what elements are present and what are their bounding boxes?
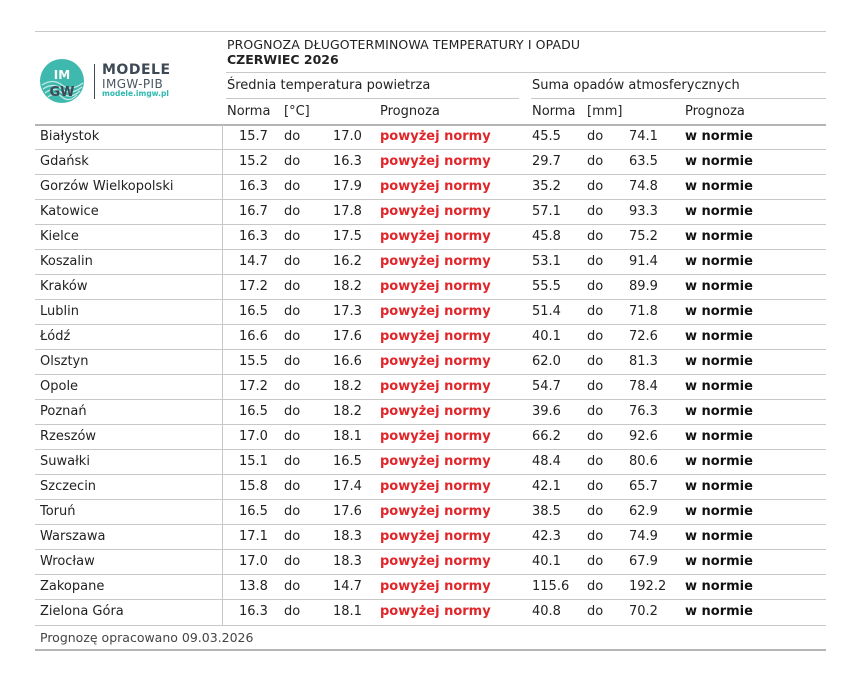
precip-range-sep: do [587,404,604,419]
temp-forecast: powyżej normy [380,604,491,619]
temp-norm-low: 14.7 [239,254,268,269]
city-name: Białystok [40,129,100,144]
col-temp-forecast: Prognoza [380,104,440,119]
col-precip-forecast: Prognoza [685,104,745,119]
header-rule-1 [226,72,826,73]
temp-range-sep: do [284,454,301,469]
col-temp-unit: [°C] [284,104,310,119]
temp-range-sep: do [284,154,301,169]
temp-norm-high: 18.1 [333,429,362,444]
precip-norm-high: 80.6 [629,454,658,469]
temp-norm-high: 17.6 [333,329,362,344]
precip-norm-low: 55.5 [532,279,561,294]
precip-forecast: w normie [685,579,753,594]
temp-forecast: powyżej normy [380,129,491,144]
temp-forecast: powyżej normy [380,204,491,219]
temp-range-sep: do [284,429,301,444]
precip-norm-low: 35.2 [532,179,561,194]
precip-forecast: w normie [685,229,753,244]
temp-range-sep: do [284,179,301,194]
precip-forecast: w normie [685,129,753,144]
precip-forecast: w normie [685,254,753,269]
precip-norm-high: 72.6 [629,329,658,344]
temp-range-sep: do [284,254,301,269]
precip-norm-low: 51.4 [532,304,561,319]
table-row [0,225,861,250]
col-precip-norm: Norma [532,104,576,119]
precip-forecast: w normie [685,379,753,394]
precip-range-sep: do [587,429,604,444]
temp-norm-low: 16.5 [239,404,268,419]
table-row [0,325,861,350]
temp-range-sep: do [284,529,301,544]
precip-norm-low: 66.2 [532,429,561,444]
logo-mark-top: IM [53,68,71,82]
precip-norm-high: 71.8 [629,304,658,319]
temp-forecast: powyżej normy [380,254,491,269]
precip-range-sep: do [587,254,604,269]
temp-forecast: powyżej normy [380,579,491,594]
city-name: Toruń [40,504,76,519]
temp-norm-high: 18.2 [333,404,362,419]
temp-norm-high: 17.5 [333,229,362,244]
city-name: Gorzów Wielkopolski [40,179,174,194]
precip-forecast: w normie [685,279,753,294]
temp-range-sep: do [284,379,301,394]
temp-norm-high: 16.5 [333,454,362,469]
precip-norm-high: 192.2 [629,579,667,594]
precip-norm-low: 29.7 [532,154,561,169]
header-rule-2b [531,98,826,99]
table-row [0,500,861,525]
city-name: Olsztyn [40,354,89,369]
top-rule [35,31,826,32]
imgw-logo [39,58,89,104]
temp-norm-high: 17.4 [333,479,362,494]
precip-norm-high: 74.1 [629,129,658,144]
city-name: Wrocław [40,554,95,569]
city-name: Szczecin [40,479,97,494]
city-name: Opole [40,379,79,394]
precip-forecast: w normie [685,554,753,569]
city-name: Koszalin [40,254,93,269]
temp-norm-high: 17.0 [333,129,362,144]
precip-norm-low: 40.8 [532,604,561,619]
logo-mark-bottom: GW [49,85,75,100]
precip-norm-low: 62.0 [532,354,561,369]
precip-norm-high: 78.4 [629,379,658,394]
temp-norm-low: 16.6 [239,329,268,344]
page-subtitle: CZERWIEC 2026 [227,52,339,67]
temp-forecast: powyżej normy [380,379,491,394]
table-row [0,425,861,450]
temp-norm-high: 16.2 [333,254,362,269]
temp-range-sep: do [284,404,301,419]
temp-range-sep: do [284,229,301,244]
section-temperature: Średnia temperatura powietrza [227,78,431,93]
precip-norm-high: 89.9 [629,279,658,294]
precip-forecast: w normie [685,479,753,494]
precip-forecast: w normie [685,404,753,419]
logo-url: modele.imgw.pl [102,89,169,98]
temp-forecast: powyżej normy [380,454,491,469]
precip-forecast: w normie [685,429,753,444]
city-name: Lublin [40,304,79,319]
temp-forecast: powyżej normy [380,229,491,244]
table-row [0,475,861,500]
temp-norm-high: 18.3 [333,554,362,569]
precip-norm-low: 48.4 [532,454,561,469]
precip-forecast: w normie [685,454,753,469]
col-temp-norm: Norma [227,104,271,119]
temp-range-sep: do [284,354,301,369]
city-name: Zakopane [40,579,105,594]
temp-norm-high: 18.2 [333,279,362,294]
precip-norm-high: 91.4 [629,254,658,269]
table-row [0,300,861,325]
temp-norm-low: 16.3 [239,179,268,194]
precip-norm-low: 45.8 [532,229,561,244]
temp-norm-low: 15.5 [239,354,268,369]
temp-forecast: powyżej normy [380,529,491,544]
col-precip-unit: [mm] [587,104,623,119]
temp-norm-low: 15.7 [239,129,268,144]
precip-range-sep: do [587,579,604,594]
precip-range-sep: do [587,204,604,219]
precip-norm-high: 81.3 [629,354,658,369]
temp-norm-low: 15.8 [239,479,268,494]
precip-range-sep: do [587,529,604,544]
precip-norm-low: 53.1 [532,254,561,269]
precip-norm-low: 57.1 [532,204,561,219]
city-name: Kielce [40,229,79,244]
city-name: Łódź [40,329,71,344]
temp-range-sep: do [284,579,301,594]
temp-range-sep: do [284,204,301,219]
table-row [0,200,861,225]
temp-norm-low: 16.3 [239,229,268,244]
precip-norm-high: 75.2 [629,229,658,244]
table-row [0,175,861,200]
precip-range-sep: do [587,179,604,194]
temp-norm-low: 16.5 [239,504,268,519]
precip-norm-low: 40.1 [532,329,561,344]
city-name: Rzeszów [40,429,97,444]
page-bottom-rule [35,649,826,651]
city-name: Warszawa [40,529,106,544]
temp-forecast: powyżej normy [380,479,491,494]
temp-range-sep: do [284,604,301,619]
temp-forecast: powyżej normy [380,354,491,369]
logo-org: IMGW-PIB [102,77,164,91]
precip-range-sep: do [587,354,604,369]
precip-forecast: w normie [685,504,753,519]
precip-forecast: w normie [685,604,753,619]
temp-norm-high: 17.3 [333,304,362,319]
table-row [0,450,861,475]
precip-forecast: w normie [685,329,753,344]
page-title: PROGNOZA DŁUGOTERMINOWA TEMPERATURY I OPADU [227,37,581,52]
temp-norm-high: 16.3 [333,154,362,169]
temp-forecast: powyżej normy [380,404,491,419]
temp-norm-low: 13.8 [239,579,268,594]
temp-range-sep: do [284,554,301,569]
precip-range-sep: do [587,229,604,244]
temp-norm-high: 18.1 [333,604,362,619]
temp-forecast: powyżej normy [380,279,491,294]
table-bottom-rule [35,625,826,626]
precip-norm-high: 93.3 [629,204,658,219]
city-name: Suwałki [40,454,90,469]
city-name: Katowice [40,204,99,219]
city-name: Zielona Góra [40,604,124,619]
precip-range-sep: do [587,379,604,394]
temp-norm-low: 16.7 [239,204,268,219]
table-row [0,275,861,300]
temp-forecast: powyżej normy [380,304,491,319]
precip-forecast: w normie [685,179,753,194]
precip-range-sep: do [587,604,604,619]
precip-norm-low: 115.6 [532,579,570,594]
imgw-logo-mark-icon [39,58,89,104]
table-row [0,250,861,275]
temp-forecast: powyżej normy [380,329,491,344]
footer-note: Prognozę opracowano 09.03.2026 [40,630,254,645]
temp-norm-low: 17.2 [239,279,268,294]
temp-forecast: powyżej normy [380,179,491,194]
temp-norm-high: 14.7 [333,579,362,594]
city-name: Poznań [40,404,87,419]
temp-norm-low: 17.0 [239,554,268,569]
table-row [0,525,861,550]
temp-norm-high: 17.8 [333,204,362,219]
precip-forecast: w normie [685,154,753,169]
temp-norm-low: 15.1 [239,454,268,469]
temp-norm-low: 17.0 [239,429,268,444]
temp-forecast: powyżej normy [380,154,491,169]
temp-range-sep: do [284,479,301,494]
precip-norm-low: 42.1 [532,479,561,494]
temp-norm-low: 17.2 [239,379,268,394]
precip-forecast: w normie [685,304,753,319]
city-name: Kraków [40,279,88,294]
precip-range-sep: do [587,329,604,344]
table-row [0,600,861,625]
temp-forecast: powyżej normy [380,554,491,569]
precip-norm-high: 65.7 [629,479,658,494]
precip-norm-low: 42.3 [532,529,561,544]
temp-forecast: powyżej normy [380,429,491,444]
temp-range-sep: do [284,304,301,319]
temp-norm-high: 17.6 [333,504,362,519]
table-row [0,150,861,175]
temp-forecast: powyżej normy [380,504,491,519]
temp-norm-low: 15.2 [239,154,268,169]
precip-norm-high: 92.6 [629,429,658,444]
precip-norm-low: 39.6 [532,404,561,419]
precip-range-sep: do [587,554,604,569]
precip-norm-high: 74.9 [629,529,658,544]
precip-norm-high: 63.5 [629,154,658,169]
logo-name: MODELE [102,62,171,78]
temp-range-sep: do [284,279,301,294]
city-name: Gdańsk [40,154,89,169]
precip-norm-high: 70.2 [629,604,658,619]
precip-forecast: w normie [685,354,753,369]
temp-range-sep: do [284,329,301,344]
temp-norm-low: 17.1 [239,529,268,544]
precip-norm-high: 67.9 [629,554,658,569]
precip-norm-high: 74.8 [629,179,658,194]
precip-range-sep: do [587,504,604,519]
precip-range-sep: do [587,304,604,319]
precip-norm-low: 54.7 [532,379,561,394]
table-row [0,400,861,425]
temp-norm-low: 16.5 [239,304,268,319]
table-row [0,575,861,600]
table-row [0,375,861,400]
precip-range-sep: do [587,279,604,294]
section-precipitation: Suma opadów atmosferycznych [532,78,740,93]
temp-range-sep: do [284,129,301,144]
precip-range-sep: do [587,479,604,494]
precip-range-sep: do [587,454,604,469]
precip-range-sep: do [587,154,604,169]
table-row [0,125,861,150]
temp-range-sep: do [284,504,301,519]
precip-norm-low: 38.5 [532,504,561,519]
temp-norm-high: 18.2 [333,379,362,394]
logo-divider [94,64,95,99]
precip-norm-high: 76.3 [629,404,658,419]
header-rule-2a [226,98,519,99]
precip-norm-low: 45.5 [532,129,561,144]
temp-norm-high: 17.9 [333,179,362,194]
precip-forecast: w normie [685,529,753,544]
temp-norm-high: 16.6 [333,354,362,369]
temp-norm-low: 16.3 [239,604,268,619]
table-row [0,550,861,575]
table-row [0,350,861,375]
temp-norm-high: 18.3 [333,529,362,544]
precip-range-sep: do [587,129,604,144]
precip-norm-high: 62.9 [629,504,658,519]
precip-norm-low: 40.1 [532,554,561,569]
precip-forecast: w normie [685,204,753,219]
